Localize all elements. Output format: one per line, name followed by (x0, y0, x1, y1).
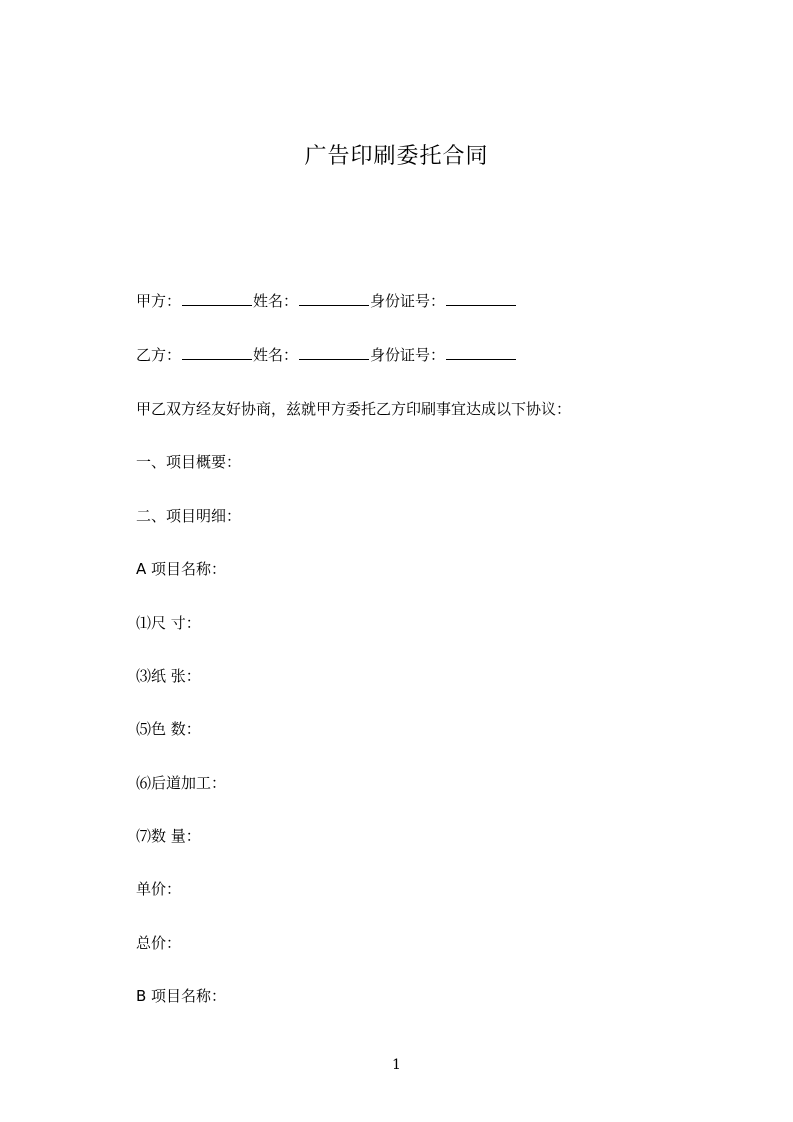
item-quantity: ⑺数 量： (136, 827, 201, 845)
party-a-blank (182, 291, 252, 306)
item-finishing: ⑹后道加工： (136, 774, 227, 792)
item-colors: ⑸色 数： (136, 720, 201, 738)
item-size: ⑴尺 寸： (136, 614, 201, 632)
section-2-heading: 二、项目明细： (136, 507, 242, 525)
party-b-name-label: 姓名： (253, 346, 299, 364)
party-a-label: 甲方： (136, 292, 182, 310)
document-title: 广告印刷委托合同 (304, 144, 489, 169)
total-price: 总价： (136, 934, 182, 952)
item-a-name: A 项目名称： (136, 560, 227, 578)
party-a-line (136, 291, 517, 311)
item-b-name: B 项目名称： (136, 987, 227, 1005)
section-1-heading: 一、项目概要： (136, 453, 242, 471)
page-number: 1 (392, 1057, 401, 1073)
party-b-blank (182, 345, 252, 360)
party-b-label: 乙方： (136, 346, 182, 364)
party-b-name-blank (299, 345, 369, 360)
party-a-id-label: 身份证号： (370, 292, 446, 310)
item-paper: ⑶纸 张： (136, 667, 201, 685)
party-b-id-blank (446, 345, 516, 360)
unit-price: 单价： (136, 880, 182, 898)
party-a-id-blank (446, 291, 516, 306)
party-b-line (136, 345, 517, 365)
party-a-name-blank (299, 291, 369, 306)
party-b-id-label: 身份证号： (370, 346, 446, 364)
party-a-name-label: 姓名： (253, 292, 299, 310)
intro-paragraph: 甲乙双方经友好协商，兹就甲方委托乙方印刷事宜达成以下协议： (136, 400, 572, 418)
